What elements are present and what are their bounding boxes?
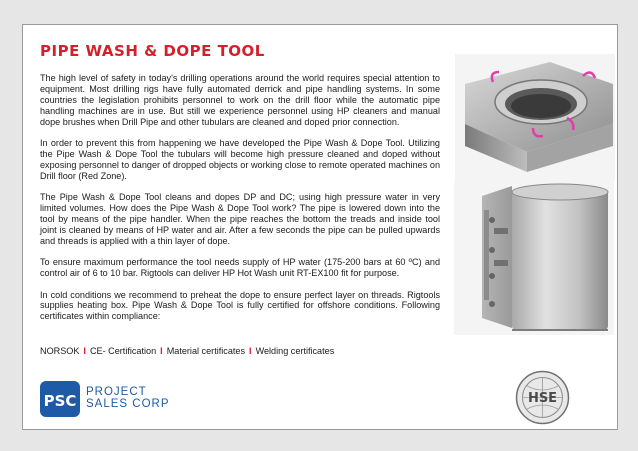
document-title: PIPE WASH & DOPE TOOL [40, 42, 265, 60]
certificates-line [40, 346, 334, 356]
paragraph-2: In order to prevent this from happening we have developed the Pipe Wash & Dope Tool. Utilizing the Pipe Wash & Dope Tool the tubulars will become high pressure cleaned and doped without exposing personnel to danger of dropped objects or working close to remote operated machines on Drill floor (Red Zone). [40, 138, 440, 181]
company-logo [40, 381, 220, 417]
hse-badge-icon [515, 370, 570, 425]
paragraph-4: To ensure maximum performance the tool needs supply of HP water (175-200 bars at 60 ºC) and control air of 6 to 10 bar. Rigtools can deliver HP Hot Wash unit RT-EX100 fit for purpose. [40, 257, 440, 279]
company-name-line2: SALES CORP [86, 397, 170, 410]
tool-top-photo [455, 54, 615, 180]
hse-badge-text: HSE [527, 391, 558, 406]
tool-body-photo [454, 180, 614, 335]
paragraph-5: In cold conditions we recommend to preheat the dope to ensure perfect layer on threads. Rigtools supplies heating box. Pipe Wash & Dope Tool is fully certified for offshore conditions. Following certificates within compliance: [40, 289, 440, 322]
body-text [40, 73, 440, 333]
cert-ce: CE- Certification [89, 346, 157, 356]
company-name [86, 387, 170, 410]
separator: I [160, 346, 163, 356]
separator: I [83, 346, 86, 356]
cert-norsok: NORSOK [40, 346, 80, 356]
cert-welding: Welding certificates [255, 346, 335, 356]
logo-mark-text: PSC [43, 392, 77, 410]
psc-logo-icon [40, 381, 80, 417]
company-name-line1: PROJECT [86, 386, 147, 398]
cert-material: Material certificates [166, 346, 246, 356]
separator: I [249, 346, 252, 356]
paragraph-1: The high level of safety in today's drilling operations around the world requires special attention to equipment. Most drilling rigs have fully automated derrick and pipe handling systems. In some countries the legislation prohibits personnel to work on the drill floor while the automatic pipe handling machines are in use. But still we experience personnel using HP cleaners and manual dope brushes when Drill Pipe and other tubulars are cleaned and doped prior connection. [40, 73, 440, 127]
paragraph-3: The Pipe Wash & Dope Tool cleans and dopes DP and DC; using high pressure water in very limited volumes. How does the Pipe Wash & Dope Tool work? The pipe is lowered down into the tool by means of the pipe handler. When the pipe reaches the bottom the treads and inside tool joint is cleaned by means of HP water and air. After a few seconds the pipe can be pulled upwards and threads is applied with a thin layer of dope. [40, 192, 440, 246]
